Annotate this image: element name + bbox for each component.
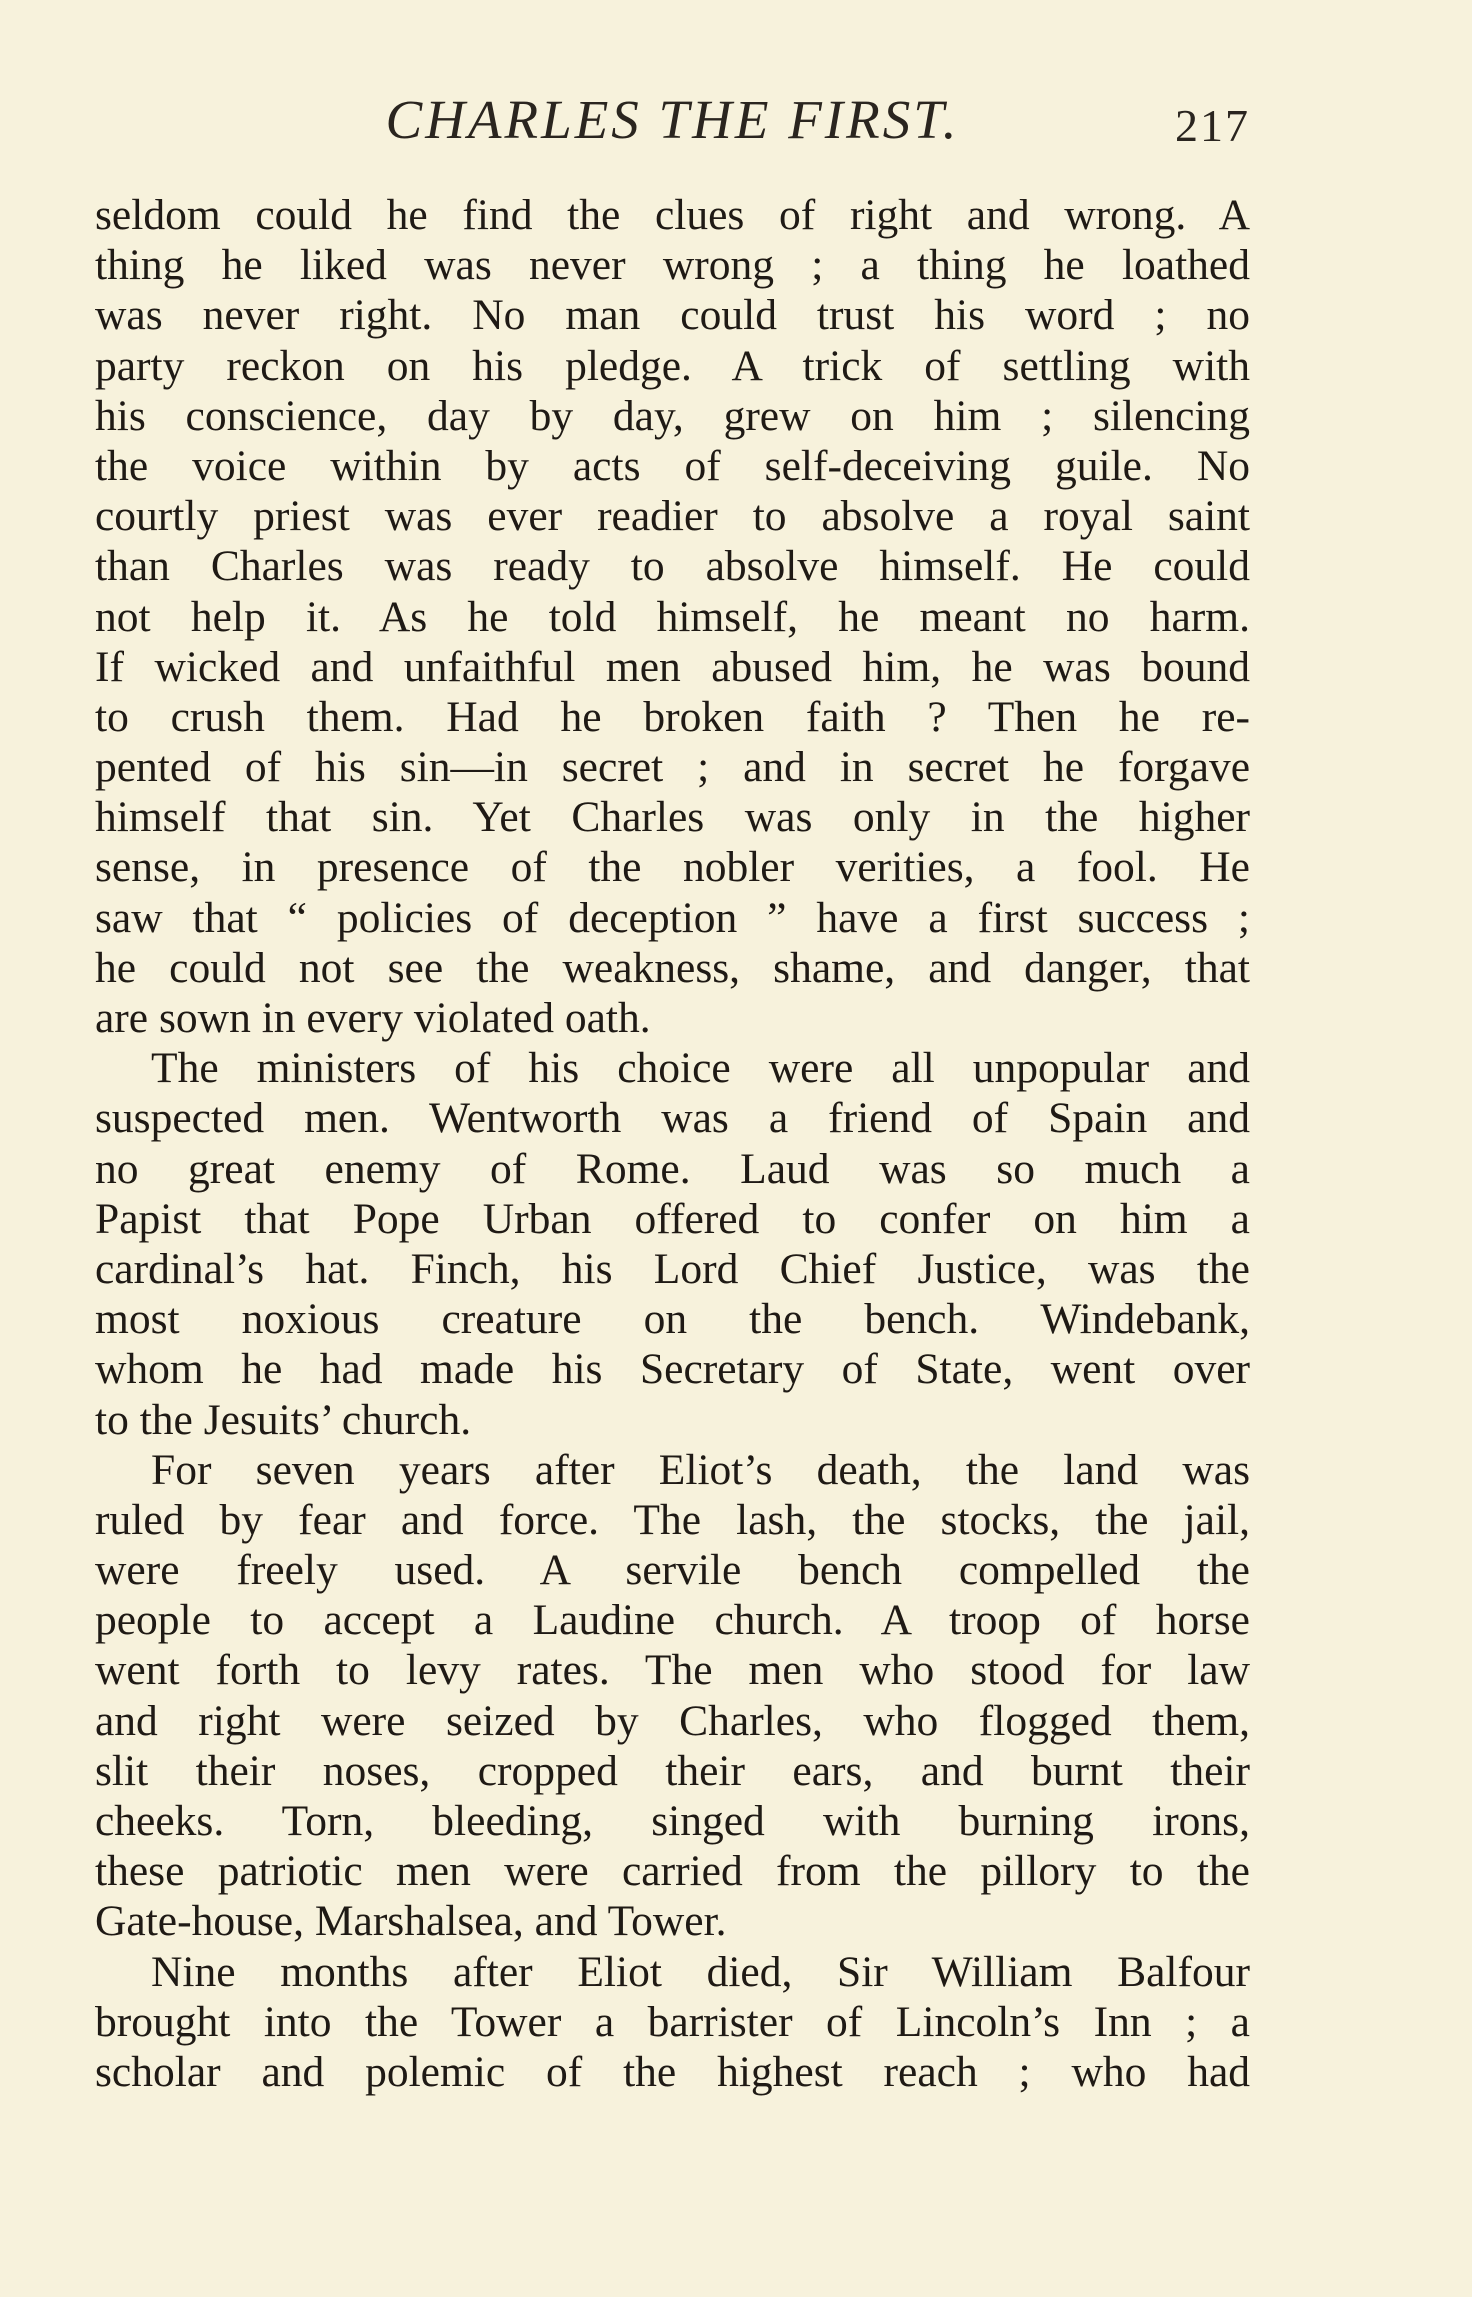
text-line: saw that “ policies of deception ” have a first success ;: [95, 893, 1250, 942]
text-line: brought into the Tower a barrister of Lincoln’s Inn ; a: [95, 1997, 1250, 2046]
text-line: people to accept a Laudine church. A troop of horse: [95, 1596, 1250, 1645]
text-line: the voice within by acts of self-deceiving guile. No: [95, 441, 1250, 490]
text-line: Papist that Pope Urban offered to confer on him a: [95, 1194, 1250, 1243]
text-line: Gate-house, Marshalsea, and Tower.: [95, 1897, 727, 1946]
text-line: sense, in presence of the nobler verities, a fool. He: [95, 843, 1250, 892]
text-line: went forth to levy rates. The men who stood for law: [95, 1646, 1250, 1695]
running-title: CHARLES THE FIRST.: [385, 89, 960, 150]
text-line: courtly priest was ever readier to absolve a royal saint: [95, 492, 1250, 541]
text-line: were freely used. A servile bench compelled the: [95, 1546, 1250, 1595]
text-line: scholar and polemic of the highest reach ; who had: [95, 2047, 1250, 2096]
text-line: are sown in every violated oath.: [95, 994, 651, 1042]
text-line: cheeks. Torn, bleeding, singed with burning irons,: [95, 1797, 1250, 1845]
text-line: his conscience, day by day, grew on him ; silencing: [95, 391, 1250, 440]
paragraph-start-line: For seven years after Eliot’s death, the land was: [151, 1445, 1250, 1494]
text-line: and right were seized by Charles, who flogged them,: [95, 1696, 1250, 1745]
text-line: seldom could he find the clues of right and wrong. A: [95, 191, 1250, 239]
text-line: thing he liked was never wrong ; a thing he loathed: [95, 241, 1250, 290]
text-line: suspected men. Wentworth was a friend of Spain and: [95, 1094, 1250, 1143]
text-line: most noxious creature on the bench. Windebank,: [95, 1295, 1250, 1344]
paragraph-start-line: The ministers of his choice were all unpopular and: [151, 1044, 1250, 1093]
text-line: cardinal’s hat. Finch, his Lord Chief Justice, was the: [95, 1244, 1250, 1293]
text-line: to crush them. Had he broken faith ? Then he re-: [95, 692, 1250, 741]
paragraph-start-line: Nine months after Eliot died, Sir William Balfour: [151, 1947, 1250, 1996]
text-line: pented of his sin—in secret ; and in secret he forgave: [95, 743, 1250, 792]
text-line: not help it. As he told himself, he meant no harm.: [95, 592, 1250, 641]
body-text: [95, 190, 1250, 2140]
text-line: If wicked and unfaithful men abused him, he was bound: [95, 642, 1250, 691]
text-line: himself that sin. Yet Charles was only in the higher: [95, 793, 1250, 842]
text-line: than Charles was ready to absolve himself. He could: [95, 542, 1250, 591]
text-line: slit their noses, cropped their ears, and burnt their: [95, 1746, 1250, 1795]
text-line: ruled by fear and force. The lash, the stocks, the jail,: [95, 1495, 1250, 1544]
text-line: was never right. No man could trust his word ; no: [95, 291, 1250, 340]
text-line: no great enemy of Rome. Laud was so much a: [95, 1144, 1250, 1193]
text-line: he could not see the weakness, shame, and danger, that: [95, 943, 1250, 992]
text-line: whom he had made his Secretary of State, went over: [95, 1345, 1250, 1394]
text-line: to the Jesuits’ church.: [95, 1395, 472, 1444]
text-line: party reckon on his pledge. A trick of settling with: [95, 341, 1250, 390]
page-number: 217: [1175, 100, 1250, 151]
running-head: [95, 85, 1250, 165]
text-line: these patriotic men were carried from the pillory to the: [95, 1847, 1250, 1896]
